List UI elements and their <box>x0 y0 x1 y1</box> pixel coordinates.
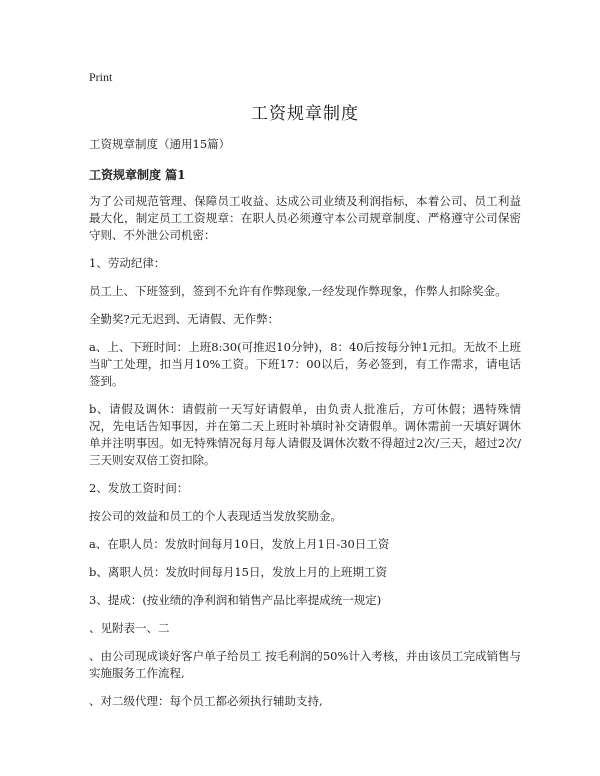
paragraph-active-staff: a、在职人员：发放时间每月10日，发放上月1日-30日工资 <box>89 537 390 551</box>
document-page <box>89 70 521 721</box>
paragraph-pay-time: 2、发放工资时间： <box>89 481 189 495</box>
paragraph-sign-in: 员工上、下班签到，签到不允许有作弊现象,一经发现作弊现象，作弊人扣除奖金。 <box>89 284 507 298</box>
document-subtitle: 工资规章制度（通用15篇） <box>89 137 231 151</box>
page-title: 工资规章制度 <box>251 104 359 124</box>
section-heading: 工资规章制度 篇1 <box>89 168 186 182</box>
paragraph-customer-orders: 、由公司现成谈好客户单子给员工 按毛利润的50%计入考核，并由该员工完成销售与实施服务工作流程, <box>89 649 521 680</box>
paragraph-appendix: 、见附表一、二 <box>89 621 170 635</box>
paragraph-departed-staff: b、离职人员：发放时间每月15日，发放上月的上班期工资 <box>89 565 387 579</box>
paragraph-secondary-agents: 、对二级代理：每个员工都必须执行辅助支持, <box>89 694 323 708</box>
paragraph-bonus: 按公司的效益和员工的个人表现适当发放奖励金。 <box>89 509 342 523</box>
paragraph-labor-discipline: 1、劳动纪律： <box>89 256 166 270</box>
paragraph-work-hours: a、上、下班时间：上班8:30(可推迟10分钟)，8：40后按每分钟1元扣。无故不上班当旷工处理，扣当月10%工资。下班17：00以后，务必签到，有工作需求，请电话签到。 <box>89 340 521 388</box>
paragraph-leave: b、请假及调休：请假前一天写好请假单，由负责人批准后，方可休假；遇特殊情况，先电话告知事因，并在第二天上班时补填时补交请假单。调休需前一天填好调休单并注明事因。如无特殊情况每月每人请假及调休次数不得超过2次/三天，超过2次/三天则安双倍工资扣除。 <box>89 402 521 467</box>
paragraph-intro: 为了公司规范管理、保障员工收益、达成公司业绩及利润指标，本着公司、员工利益最大化，制定员工工资规章：在职人员必须遵守本公司规章制度、严格遵守公司保密守则、不外泄公司机密： <box>89 194 521 242</box>
print-label[interactable]: Print <box>89 70 113 84</box>
paragraph-commission: 3、提成：(按业绩的净利润和销售产品比率提成统一规定) <box>89 593 382 607</box>
paragraph-attendance-bonus: 全勤奖?元无迟到、无请假、无作弊： <box>89 312 280 326</box>
